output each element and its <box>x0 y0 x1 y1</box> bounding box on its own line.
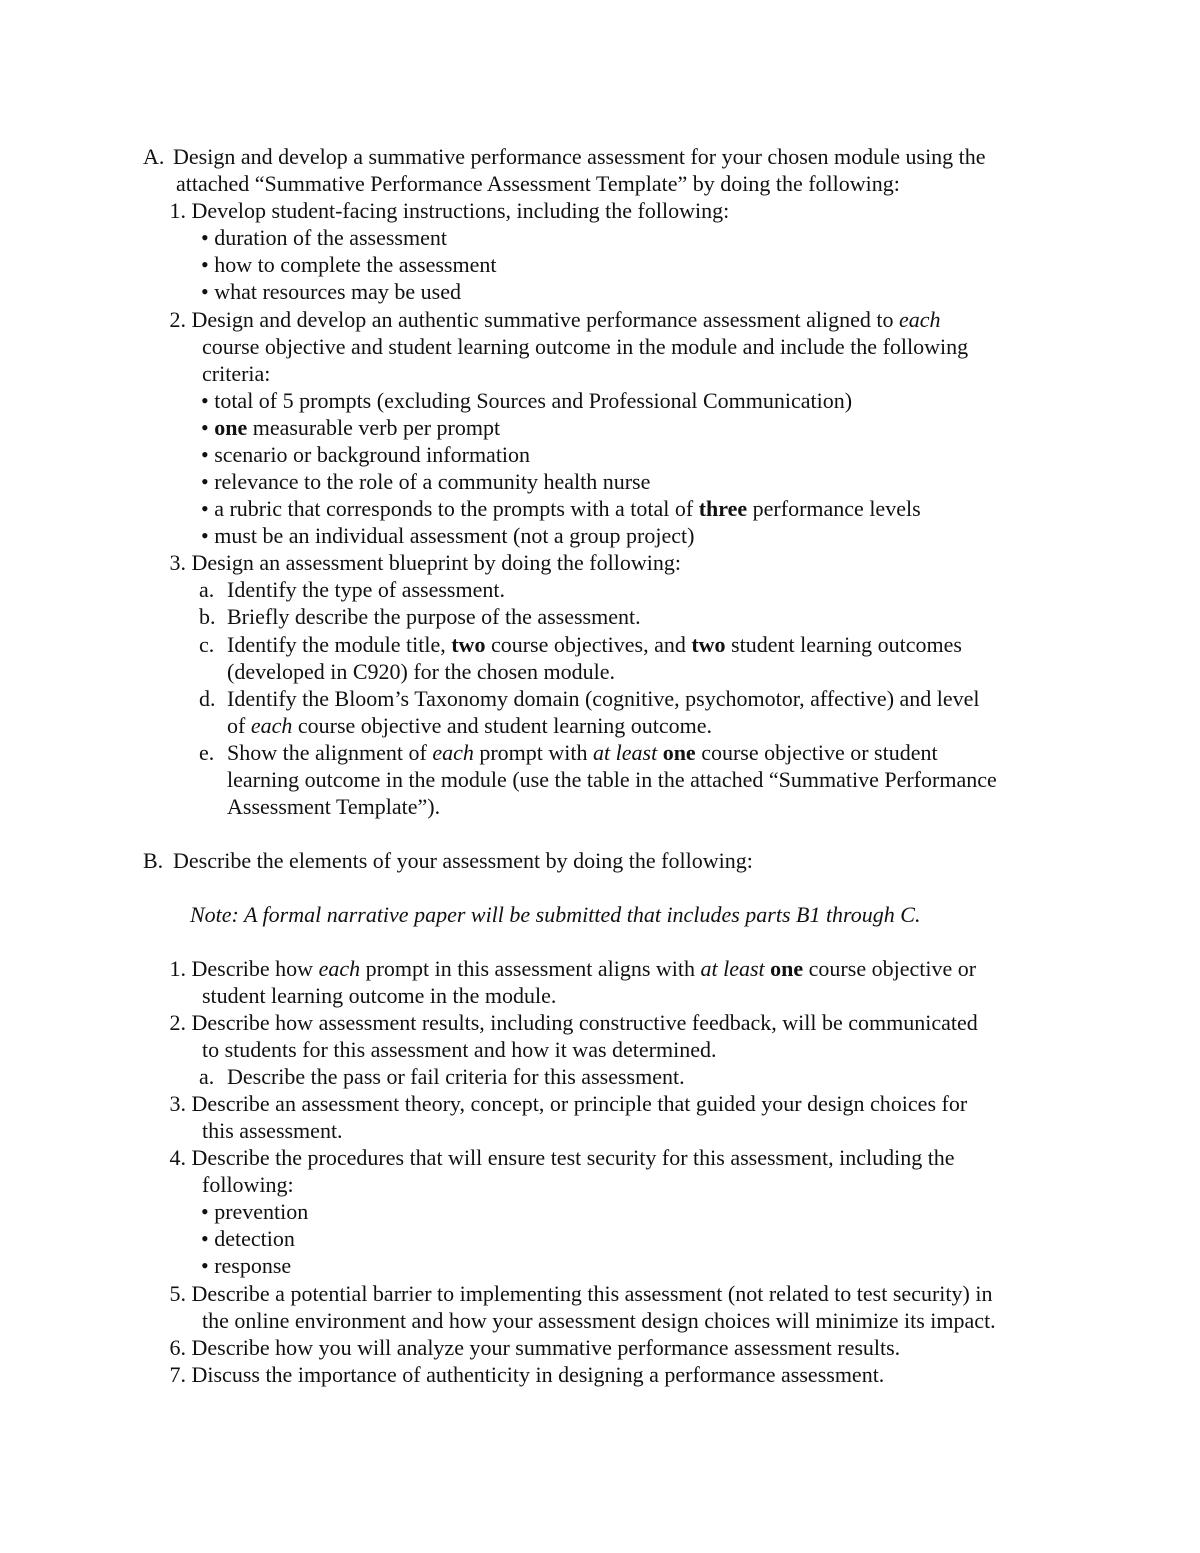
a1-bullet-3: • what resources may be used <box>201 279 462 304</box>
a3-item-c: c. Identify the module title, two course objectives, and two student learning outcomes <box>199 632 962 657</box>
bullet-icon: • <box>201 496 209 521</box>
a2-bullet-4: • relevance to the role of a community health nurse <box>201 469 651 494</box>
a2-line-3: criteria: <box>202 361 271 386</box>
b4-line-1: 4. Describe the procedures that will ensure test security for this assessment, including the <box>169 1145 955 1170</box>
b4-bullet-2: • detection <box>201 1226 295 1251</box>
a3-heading: 3. Design an assessment blueprint by doing the following: <box>169 550 681 575</box>
a2-line-1: 2. Design and develop an authentic summative performance assessment aligned to each <box>169 307 941 332</box>
bullet-icon: • <box>201 1199 209 1224</box>
b3-line-2: this assessment. <box>202 1118 343 1143</box>
bullet-icon: • <box>201 252 209 277</box>
a1-bullet-1: • duration of the assessment <box>201 225 447 250</box>
b4-bullet-3: • response <box>201 1253 292 1278</box>
b2-item-a: a. Describe the pass or fail criteria for this assessment. <box>199 1064 685 1089</box>
b2-line-2: to students for this assessment and how it was determined. <box>202 1037 717 1062</box>
b2-line-1: 2. Describe how assessment results, including constructive feedback, will be communicated <box>169 1010 978 1035</box>
a2-bullet-5: • a rubric that corresponds to the prompts with a total of three performance levels <box>201 496 921 521</box>
b3-line-1: 3. Describe an assessment theory, concept, or principle that guided your design choices for <box>169 1091 968 1116</box>
b5-line-2: the online environment and how your assessment design choices will minimize its impact. <box>202 1308 996 1333</box>
a3-item-d: d. Identify the Bloom’s Taxonomy domain (cognitive, psychomotor, affective) and level <box>199 686 980 711</box>
section-b-label: B. <box>143 848 164 873</box>
a3-item-e: e. Show the alignment of each prompt with at least one course objective or student <box>199 740 938 765</box>
a2-line-2: course objective and student learning outcome in the module and include the following <box>202 334 969 359</box>
bullet-icon: • <box>201 469 209 494</box>
bullet-icon: • <box>201 1226 209 1251</box>
a1-heading: 1. Develop student-facing instructions, including the following: <box>169 198 730 223</box>
section-b-note: Note: A formal narrative paper will be submitted that includes parts B1 through C. <box>190 902 921 927</box>
bullet-icon: • <box>201 415 209 440</box>
a2-bullet-3: • scenario or background information <box>201 442 531 467</box>
a3-item-d-cont: of each course objective and student learning outcome. <box>227 713 713 738</box>
bullet-icon: • <box>201 442 209 467</box>
a3-item-a: a. Identify the type of assessment. <box>199 577 505 602</box>
a2-bullet-6: • must be an individual assessment (not a group project) <box>201 523 695 548</box>
a3-item-e-cont-1: learning outcome in the module (use the table in the attached “Summative Performance <box>227 767 997 792</box>
bullet-icon: • <box>201 388 209 413</box>
bullet-icon: • <box>201 225 209 250</box>
b4-line-2: following: <box>202 1172 294 1197</box>
b6-line: 6. Describe how you will analyze your summative performance assessment results. <box>169 1335 901 1360</box>
section-b-line-1: B. Describe the elements of your assessment by doing the following: <box>143 848 753 873</box>
bullet-icon: • <box>201 1253 209 1278</box>
bullet-icon: • <box>201 279 209 304</box>
section-a-line-2: attached “Summative Performance Assessment Template” by doing the following: <box>176 171 900 196</box>
b4-bullet-1: • prevention <box>201 1199 309 1224</box>
a2-bullet-1: • total of 5 prompts (excluding Sources and Professional Communication) <box>201 388 853 413</box>
a1-bullet-2: • how to complete the assessment <box>201 252 497 277</box>
b7-line: 7. Discuss the importance of authenticity in designing a performance assessment. <box>169 1362 885 1387</box>
b5-line-1: 5. Describe a potential barrier to implementing this assessment (not related to test security) in <box>169 1281 993 1306</box>
a2-bullet-2: • one measurable verb per prompt <box>201 415 501 440</box>
a3-item-c-cont: (developed in C920) for the chosen module. <box>227 659 615 684</box>
a3-item-b: b. Briefly describe the purpose of the assessment. <box>199 604 641 629</box>
section-a-label: A. <box>143 144 165 169</box>
bullet-icon: • <box>201 523 209 548</box>
a3-item-e-cont-2: Assessment Template”). <box>227 794 441 819</box>
b1-line-2: student learning outcome in the module. <box>202 983 557 1008</box>
section-a-line-1: A. Design and develop a summative performance assessment for your chosen module using the <box>143 144 986 169</box>
b1-line-1: 1. Describe how each prompt in this assessment aligns with at least one course objective or <box>169 956 977 981</box>
